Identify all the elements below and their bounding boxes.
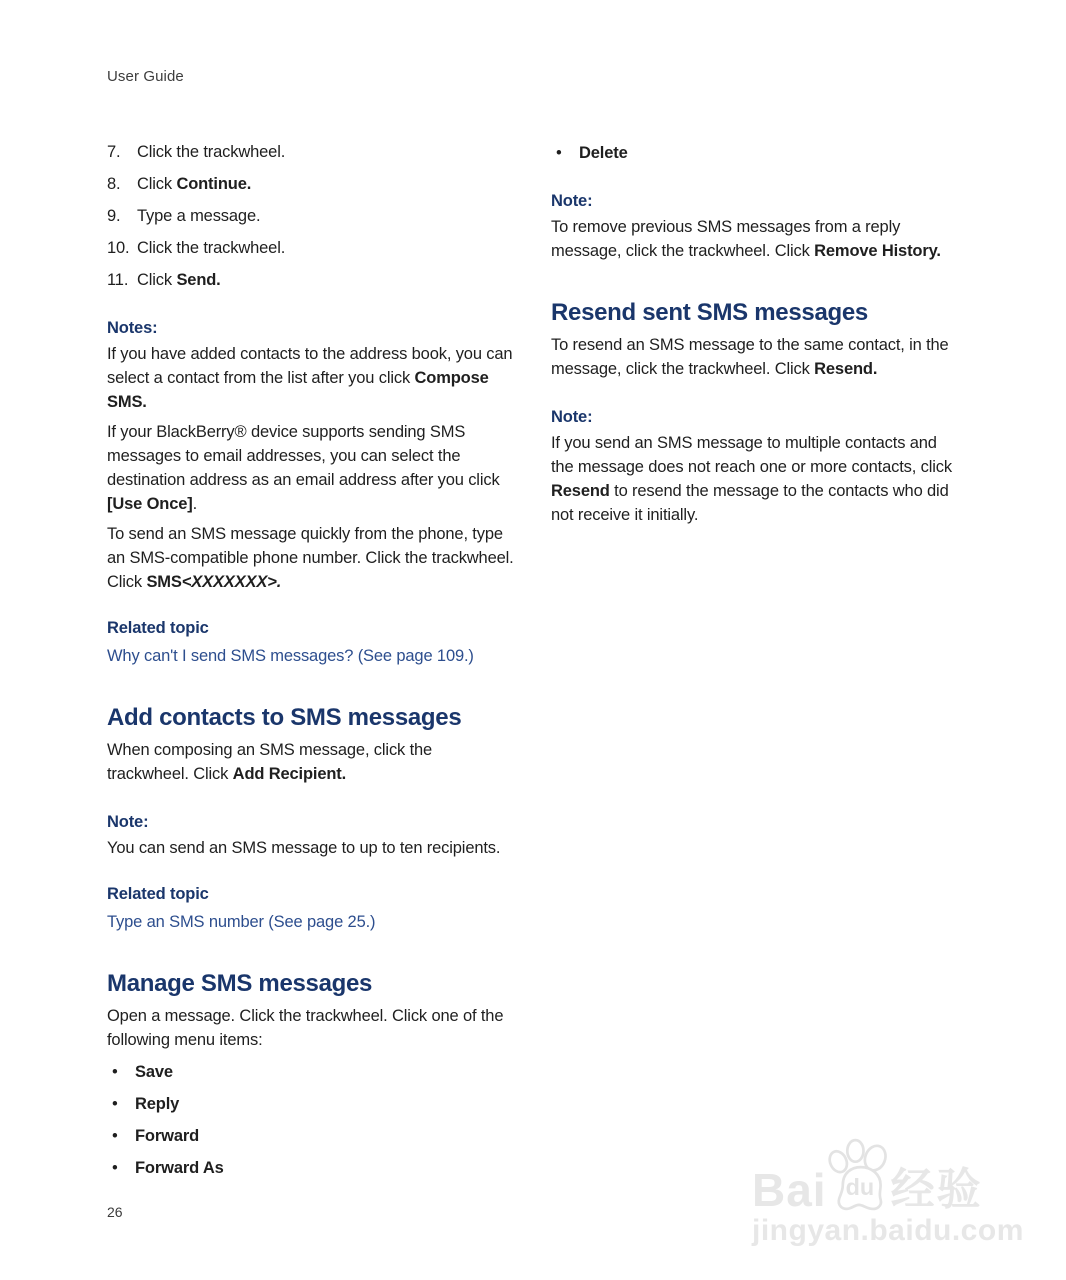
related-topic-label: Related topic bbox=[107, 619, 209, 637]
numbered-steps-list bbox=[107, 140, 517, 292]
section-heading-resend: Resend sent SMS messages bbox=[551, 299, 868, 326]
section-body: To resend an SMS message to the same contact, in the message, click the trackwheel. Click Resend. bbox=[551, 336, 949, 378]
list-item bbox=[107, 1156, 517, 1180]
list-item bbox=[107, 1124, 517, 1148]
step-item bbox=[107, 268, 517, 292]
notes-paragraph: If you have added contacts to the address book, you can select a contact from the list after you click Compose SMS. bbox=[107, 345, 513, 411]
menu-item-label: Delete bbox=[579, 144, 628, 162]
doc-header-title: User Guide bbox=[107, 68, 184, 85]
step-number: 9. bbox=[107, 207, 121, 225]
note-paragraph: You can send an SMS message to up to ten recipients. bbox=[107, 839, 501, 857]
step-item bbox=[107, 140, 517, 164]
step-item bbox=[107, 204, 517, 228]
right-column bbox=[551, 140, 961, 527]
note-label: Note: bbox=[551, 192, 593, 210]
list-item bbox=[551, 141, 961, 165]
step-number: 7. bbox=[107, 143, 121, 161]
menu-item-label: Reply bbox=[135, 1095, 180, 1113]
step-text: Type a message. bbox=[137, 207, 261, 225]
bullet-icon: • bbox=[556, 144, 562, 162]
watermark-cn-text: 经验 bbox=[890, 1165, 983, 1214]
list-item bbox=[107, 1092, 517, 1116]
notes-paragraph: If your BlackBerry® device supports sending SMS messages to email addresses, you can select the destination address as an email address after you click [Use Once]. bbox=[107, 423, 500, 513]
related-topic-label: Related topic bbox=[107, 885, 209, 903]
step-text: Click the trackwheel. bbox=[137, 239, 286, 257]
section-heading-manage: Manage SMS messages bbox=[107, 970, 373, 997]
step-number: 8. bbox=[107, 175, 121, 193]
watermark-du-text: du bbox=[845, 1174, 874, 1200]
notes-label: Notes: bbox=[107, 319, 158, 337]
menu-items-list bbox=[107, 1060, 517, 1180]
bullet-icon: • bbox=[112, 1063, 118, 1081]
step-number: 11. bbox=[107, 271, 129, 289]
bullet-icon: • bbox=[112, 1159, 118, 1177]
step-text: Click Continue. bbox=[137, 175, 252, 193]
page-number: 26 bbox=[107, 1204, 123, 1220]
section-body: Open a message. Click the trackwheel. Click one of the following menu items: bbox=[107, 1007, 504, 1049]
step-number: 10. bbox=[107, 239, 130, 257]
watermark-site-url: jingyan.baidu.com bbox=[752, 1214, 1024, 1247]
step-item bbox=[107, 172, 517, 196]
section-body: When composing an SMS message, click the trackwheel. Click Add Recipient. bbox=[107, 741, 433, 783]
step-item bbox=[107, 236, 517, 260]
menu-item-label: Save bbox=[135, 1063, 173, 1081]
bullet-icon: • bbox=[112, 1095, 118, 1113]
step-text: Click Send. bbox=[137, 271, 221, 289]
note-label: Note: bbox=[107, 813, 149, 831]
menu-item-label: Forward As bbox=[135, 1159, 224, 1177]
bullet-icon: • bbox=[112, 1127, 118, 1145]
note-paragraph: To remove previous SMS messages from a reply message, click the trackwheel. Click Remove History. bbox=[551, 218, 941, 260]
menu-item-label: Forward bbox=[135, 1127, 200, 1145]
note-label: Note: bbox=[551, 408, 593, 426]
notes-paragraph: To send an SMS message quickly from the phone, type an SMS-compatible phone number. Click the trackwheel. Click SMS<XXXXXXX>. bbox=[107, 525, 514, 591]
step-text: Click the trackwheel. bbox=[137, 143, 286, 161]
watermark-logo-row bbox=[752, 1138, 1014, 1216]
note-paragraph: If you send an SMS message to multiple contacts and the message does not reach one or more contacts, click Resend to resend the message to the contacts who did not receive it initially. bbox=[551, 434, 952, 524]
left-column bbox=[107, 140, 517, 1180]
list-item bbox=[107, 1060, 517, 1084]
baidu-jingyan-watermark bbox=[752, 1138, 1024, 1247]
paw-print-icon bbox=[823, 1138, 895, 1221]
section-heading-add-contacts: Add contacts to SMS messages bbox=[107, 704, 462, 731]
related-topic-link[interactable]: Type an SMS number (See page 25.) bbox=[107, 913, 376, 931]
related-topic-link[interactable]: Why can't I send SMS messages? (See page 109.) bbox=[107, 647, 474, 665]
watermark-bai-text: Bai bbox=[752, 1164, 827, 1216]
